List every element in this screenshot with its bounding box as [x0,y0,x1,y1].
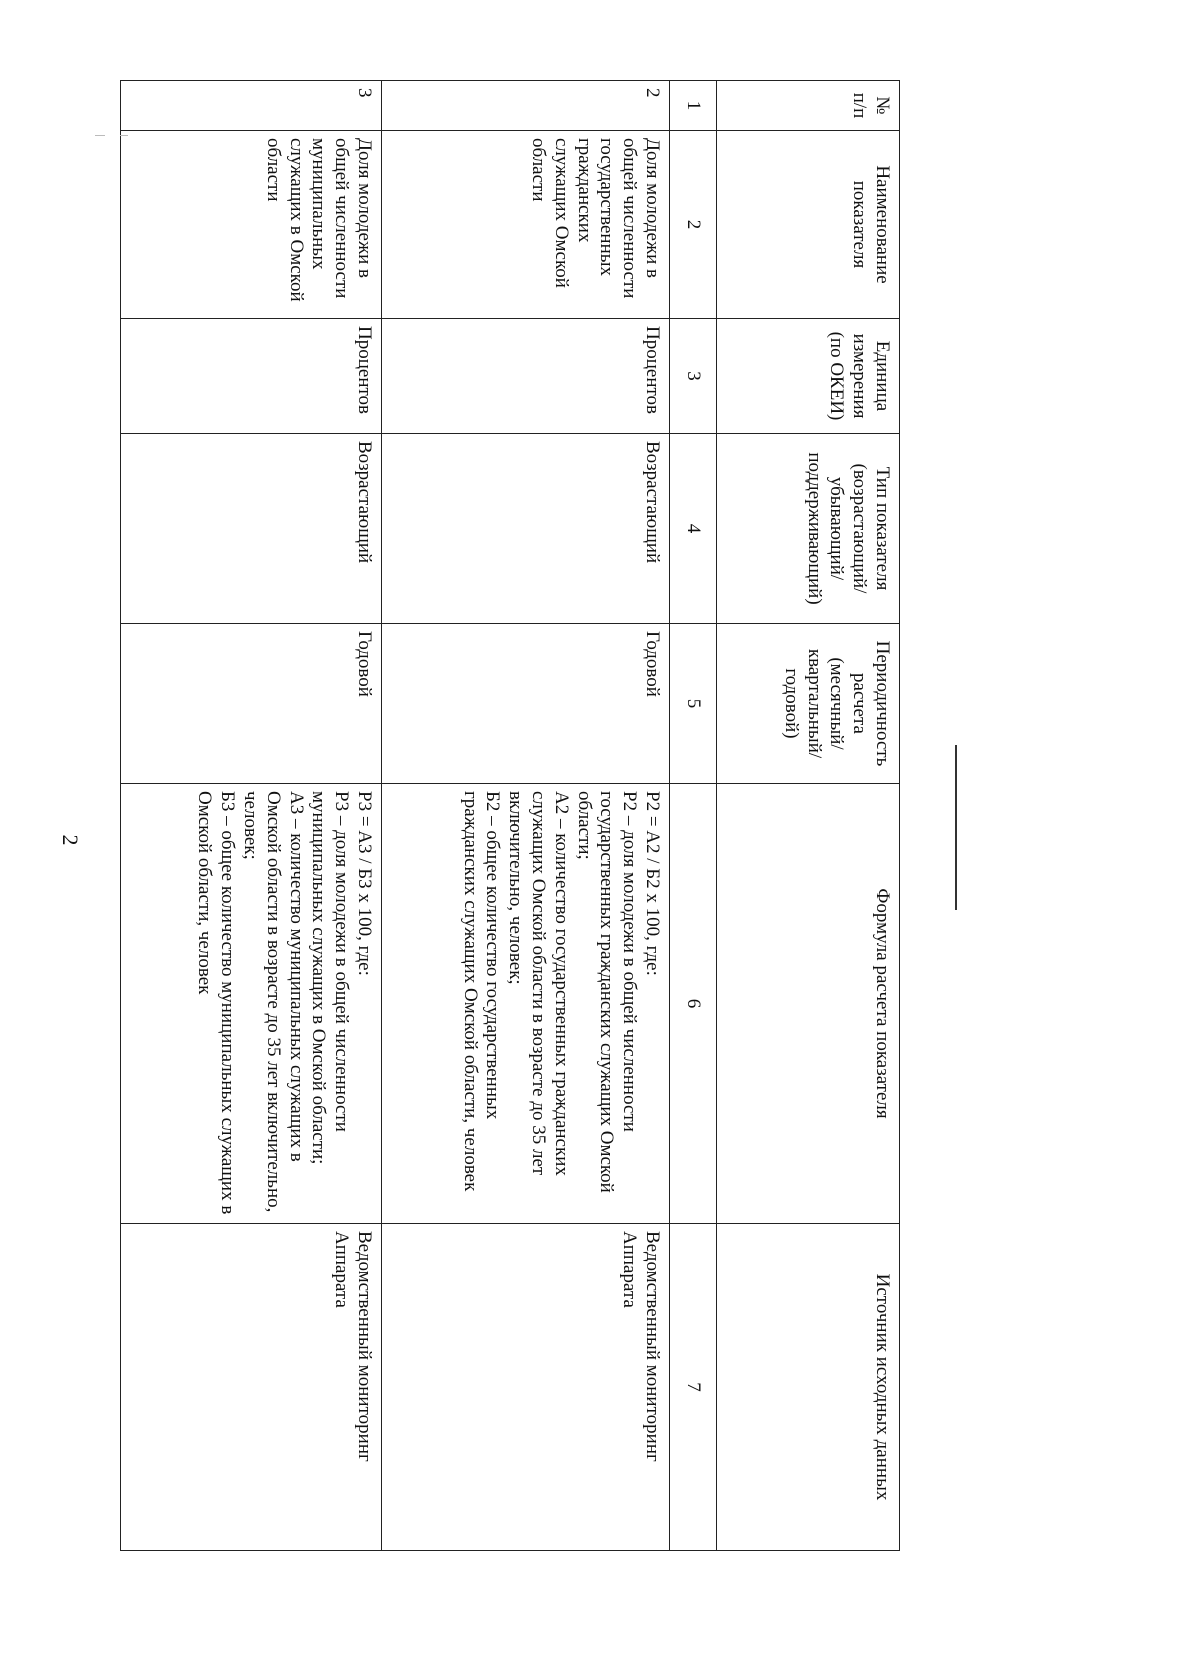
row-source: Ведомственный мониторинг Аппарата [382,1224,670,1551]
scan-mark [120,135,128,136]
row-formula: P2 = A2 / Б2 х 100, где: P2 – доля молодежи в общей численности государственных гражданских служащих Омской области; A2 – количество государственных гражданских служащих Омской области в возрасте до 35 лет включительно, человек; Б2 – общее количество государственных гражданских служащих Омской области, человек [382,784,670,1224]
row-unit: Процентов [121,319,382,434]
rotated-table-container [120,80,900,1550]
page-number: 2 [58,834,83,846]
header-type: Тип показателя (возрастающий/ убывающий/ поддерживающий) [717,434,900,624]
row-name: Доля молодежи в общей численности государственных гражданских служащих Омской области [382,131,670,319]
indicator-table [120,80,900,1551]
column-number: 3 [670,319,717,434]
column-number: 2 [670,131,717,319]
header-source: Источник исходных данных [717,1224,900,1551]
row-period: Годовой [382,624,670,784]
column-number: 1 [670,81,717,131]
column-number: 4 [670,434,717,624]
column-number: 6 [670,784,717,1224]
header-formula: Формула расчета показателя [717,784,900,1224]
header-unit: Единица измерения (по ОКЕИ) [717,319,900,434]
header-period: Периодичность расчета (месячный/ квартальный/ годовой) [717,624,900,784]
row-num: 2 [382,81,670,131]
column-number-row [670,81,717,1551]
table-header-row [717,81,900,1551]
table-row [382,81,670,1551]
row-name: Доля молодежи в общей численности муниципальных служащих в Омской области [121,131,382,319]
header-name: Наименование показателя [717,131,900,319]
header-num: № п/п [717,81,900,131]
row-num: 3 [121,81,382,131]
row-formula: P3 = A3 / Б3 х 100, где: P3 – доля молодежи в общей численности муниципальных служащих в Омской области; A3 – количество муниципальных служащих в Омской области в возрасте до 35 лет включительно, человек; Б3 – общее количество муниципальных служащих в Омской области, человек [121,784,382,1224]
column-number: 7 [670,1224,717,1551]
row-unit: Процентов [382,319,670,434]
separator-line [955,745,957,910]
column-number: 5 [670,624,717,784]
row-period: Годовой [121,624,382,784]
row-type: Возрастающий [121,434,382,624]
row-source: Ведомственный мониторинг Аппарата [121,1224,382,1551]
table-row [121,81,382,1551]
scan-mark [95,135,105,136]
row-type: Возрастающий [382,434,670,624]
